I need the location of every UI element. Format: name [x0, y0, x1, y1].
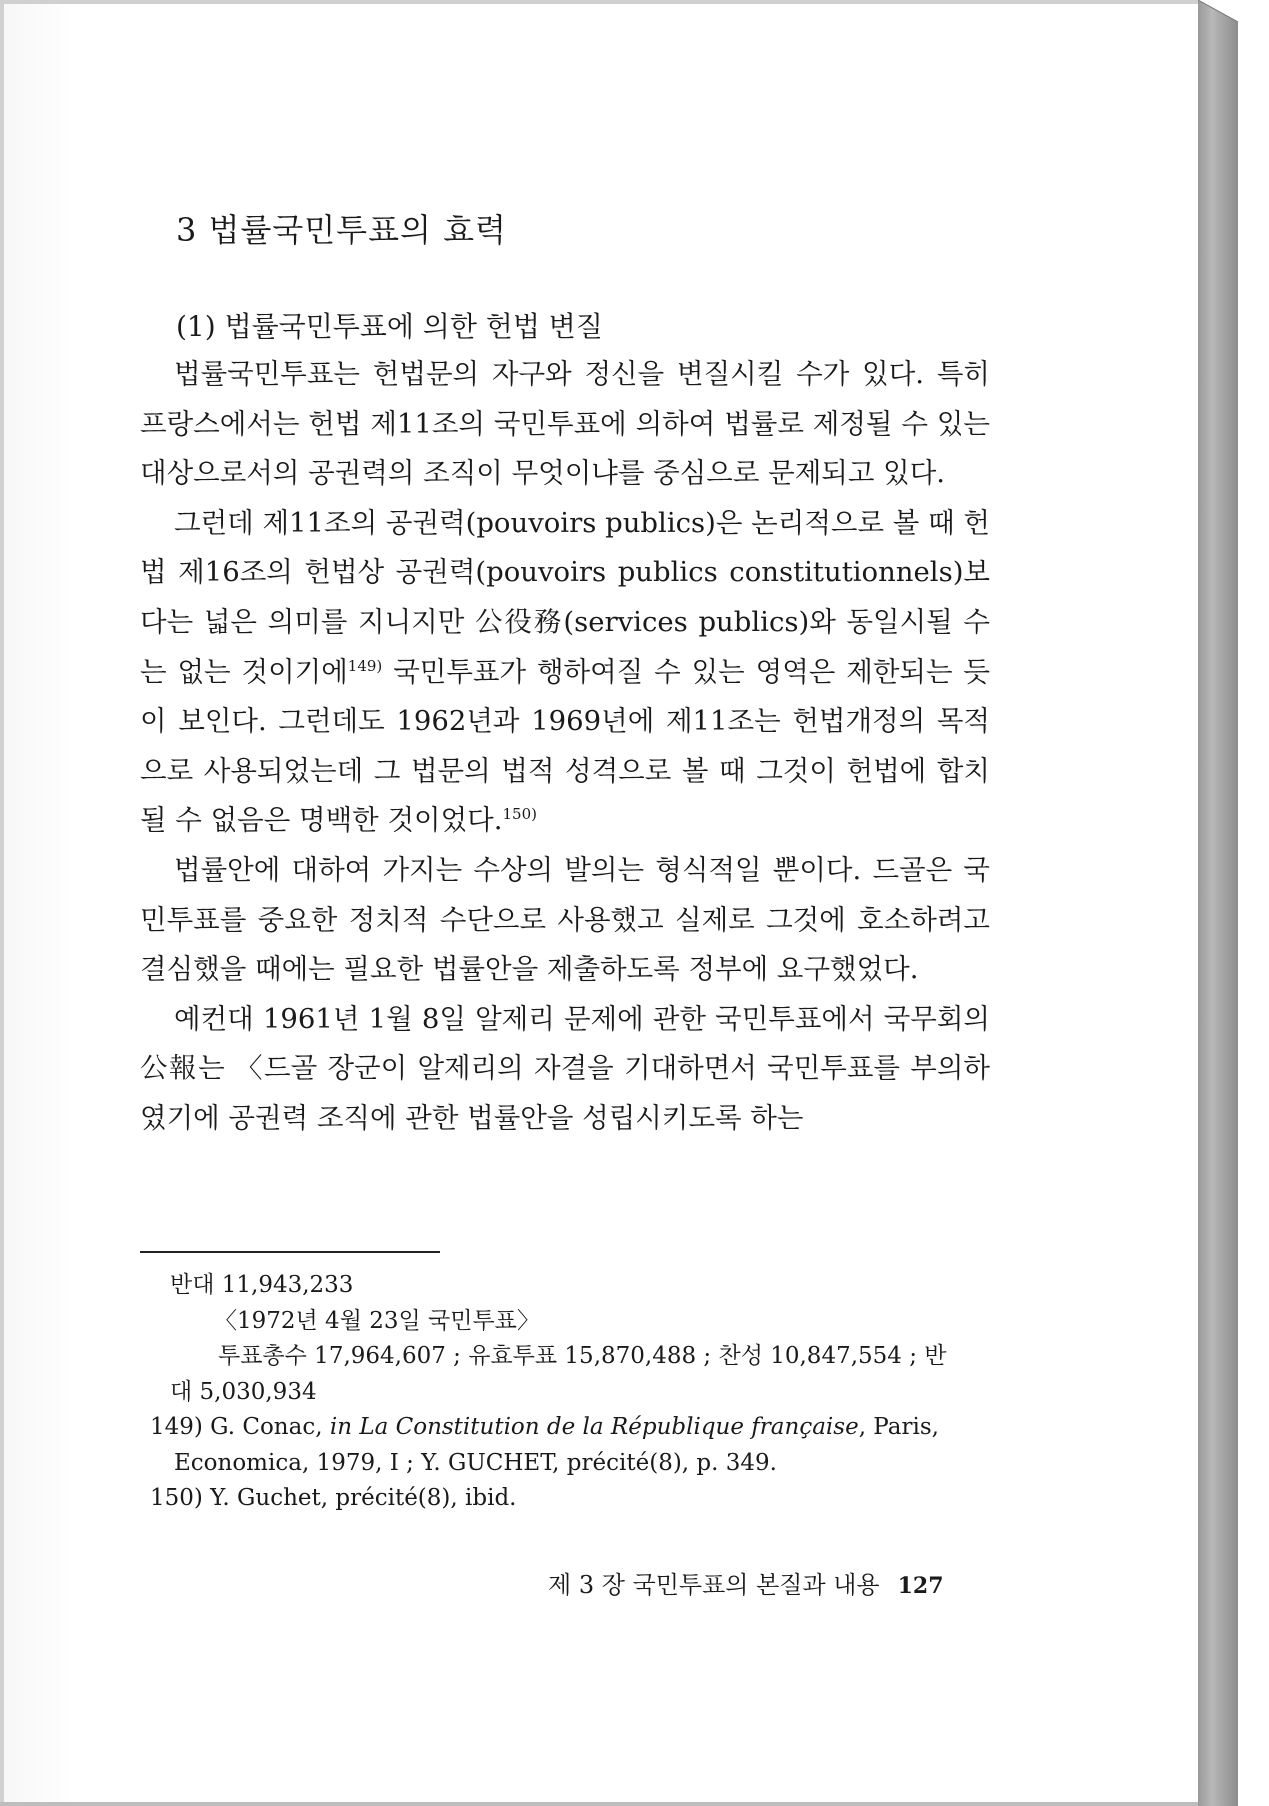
footnote-149-prefix: 149) G. Conac,: [150, 1414, 330, 1440]
page-shadow: [4, 4, 74, 1802]
footnote-150: 150) Y. Guchet, précité(8), ibid.: [150, 1485, 517, 1511]
footnote-vote-totals: 투표총수 17,964,607 ; 유효투표 15,870,488 ; 찬성 10,847,554 ; 반: [218, 1343, 947, 1369]
paragraph-3: 법률안에 대하여 가지는 수상의 발의는 형식적일 뿐이다. 드골은 국민투표를 중요한 정치적 수단으로 사용했고 실제로 그것에 호소하려고 결심했을 때에는 필요한 법률안을 제출하도록 정부에 요구했었다.: [140, 853, 990, 986]
chapter-title: 제 3 장 국민투표의 본질과 내용: [548, 1571, 880, 1599]
footnote-vote-against: 반대 11,943,233: [170, 1272, 354, 1298]
footnote-149-cont: Economica, 1979, I ; Y. GUCHET, précité(8), p. 349.: [174, 1449, 777, 1476]
footnotes: [150, 1268, 990, 1517]
paragraph-2-part-a: 그런데 제11조의 공권력(pouvoirs publics)은 논리적으로 볼 때 헌법 제16조의 헌법상 공권력(pouvoirs publics constitutionnels)보다는 넓은 의미를 지니지만 公役務(services publics)와 동일시될 수는 없는 것이기에: [140, 506, 990, 688]
running-footer: [548, 1565, 944, 1600]
footnote-ref-149: 149): [347, 656, 383, 675]
body-text: [140, 350, 990, 1144]
footnote-referendum-date: 〈1972년 4월 23일 국민투표〉: [214, 1307, 540, 1334]
book-side-background: [1238, 22, 1269, 1806]
subsection-title: (1) 법률국민투표에 의한 헌법 변질: [176, 310, 603, 343]
footnote-149: [150, 1410, 990, 1446]
book-side-edge: [1198, 0, 1269, 1806]
section-title: 3 법률국민투표의 효력: [176, 211, 507, 249]
paragraph-4: 예컨대 1961년 1월 8일 알제리 문제에 관한 국민투표에서 국무회의 公報는 〈드골 장군이 알제리의 자결을 기대하면서 국민투표를 부의하였기에 공권력 조직에 관한 법률안을 성립시키도록 하는: [140, 1002, 990, 1134]
footnote-divider: [140, 1251, 440, 1253]
paragraph-1: 법률국민투표는 헌법문의 자구와 정신을 변질시킬 수가 있다. 특히 프랑스에서는 헌법 제11조의 국민투표에 의하여 법률로 제정될 수 있는 대상으로서의 공권력의 조직이 무엇이냐를 중심으로 문제되고 있다.: [140, 358, 990, 490]
page-edge-top: [0, 0, 1198, 4]
page-edge-left: [0, 0, 4, 1806]
footnote-vote-totals-cont: 대 5,030,934: [170, 1378, 317, 1405]
paragraph-2-part-b: 국민투표가 행하여질 수 있는 영역은 제한되는 듯이 보인다. 그런데도 1962년과 1969년에 제11조는 헌법개정의 목적으로 사용되었는데 그 법문의 법적 성격으로 볼 때 그것이 헌법에 합치될 수 없음은 명백한 것이었다.: [140, 655, 990, 837]
page-edge-bottom: [0, 1802, 1198, 1806]
page-number: 127: [897, 1573, 944, 1599]
footnote-149-title: in La Constitution de la République française: [329, 1414, 859, 1440]
book-side-graphic: [1198, 0, 1269, 1806]
footnote-ref-150: 150): [502, 805, 537, 824]
book-spine-face: [1198, 0, 1238, 1806]
paragraph-2: [140, 499, 990, 846]
footnote-149-suffix: , Paris,: [858, 1414, 939, 1440]
